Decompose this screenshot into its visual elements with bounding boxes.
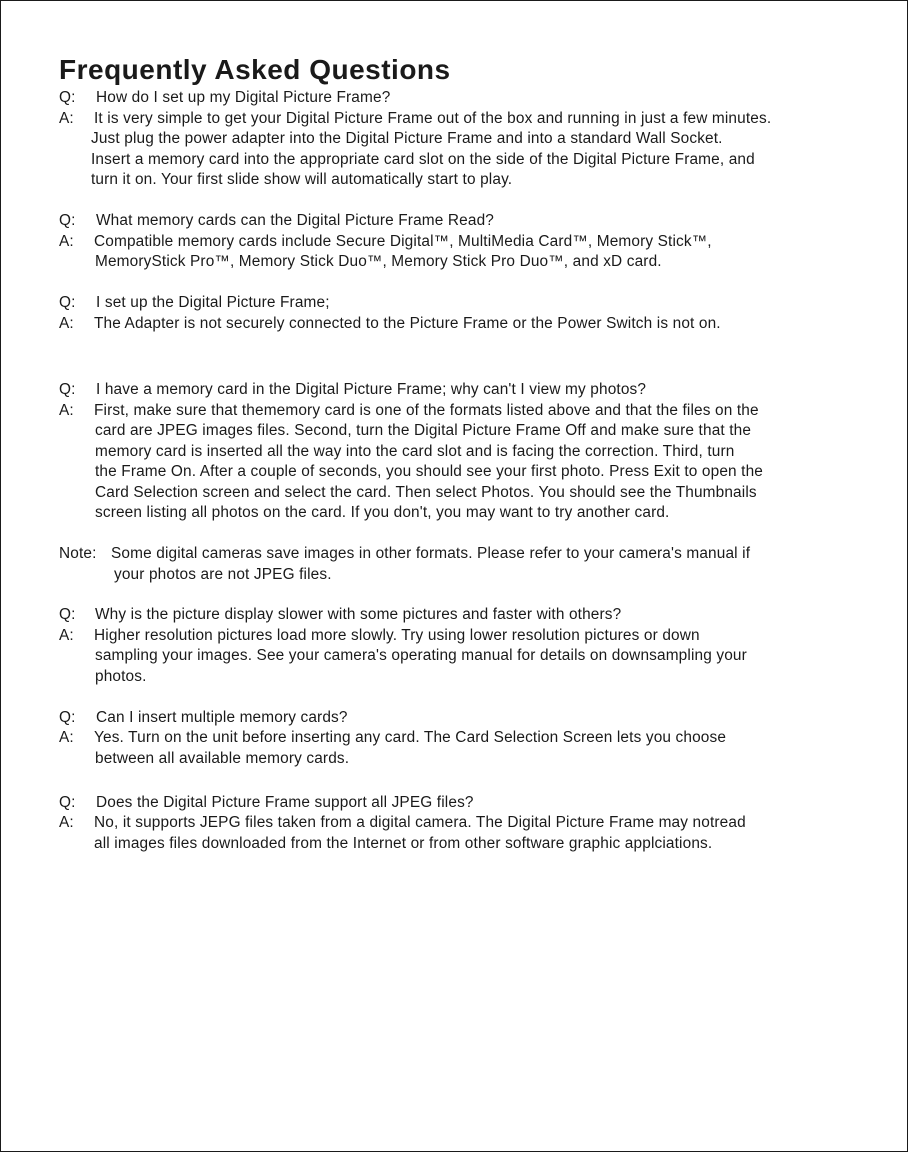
answer-text: photos. bbox=[95, 668, 147, 685]
note-label: Note: bbox=[59, 545, 97, 562]
question-label: Q: bbox=[59, 212, 76, 229]
answer-text: Insert a memory card into the appropriate card slot on the side of the Digital Picture Frame, and bbox=[91, 151, 755, 168]
question-text: Does the Digital Picture Frame support all JPEG files? bbox=[96, 794, 474, 811]
question-text: I have a memory card in the Digital Picture Frame; why can't I view my photos? bbox=[96, 381, 647, 398]
answer-text: Card Selection screen and select the card. Then select Photos. You should see the Thumbnails bbox=[95, 484, 757, 501]
answer-text: MemoryStick Pro™, Memory Stick Duo™, Memory Stick Pro Duo™, and xD card. bbox=[95, 253, 662, 270]
question-text: How do I set up my Digital Picture Frame? bbox=[96, 89, 391, 106]
question-label: Q: bbox=[59, 89, 76, 106]
question-text: I set up the Digital Picture Frame; bbox=[96, 294, 330, 311]
answer-label: A: bbox=[59, 729, 74, 746]
question-label: Q: bbox=[59, 606, 76, 623]
answer-text: card are JPEG images files. Second, turn the Digital Picture Frame Off and make sure that the bbox=[95, 422, 752, 439]
note-text: Some digital cameras save images in other formats. Please refer to your camera's manual if bbox=[111, 545, 751, 562]
question-label: Q: bbox=[59, 294, 76, 311]
answer-label: A: bbox=[59, 814, 74, 831]
answer-text: Yes. Turn on the unit before inserting any card. The Card Selection Screen lets you choose bbox=[94, 729, 727, 746]
answer-label: A: bbox=[59, 627, 74, 644]
question-label: Q: bbox=[59, 794, 76, 811]
answer-text: Higher resolution pictures load more slowly. Try using lower resolution pictures or down bbox=[94, 627, 700, 644]
question-text: Why is the picture display slower with some pictures and faster with others? bbox=[95, 606, 622, 623]
question-text: Can I insert multiple memory cards? bbox=[96, 709, 348, 726]
answer-text: sampling your images. See your camera's operating manual for details on downsampling your bbox=[95, 647, 747, 664]
answer-text: Compatible memory cards include Secure Digital™, MultiMedia Card™, Memory Stick™, bbox=[94, 233, 712, 250]
note-text: your photos are not JPEG files. bbox=[114, 566, 332, 583]
answer-text: all images files downloaded from the Internet or from other software graphic applciations. bbox=[94, 835, 713, 852]
answer-text: screen listing all photos on the card. If you don't, you may want to try another card. bbox=[95, 504, 670, 521]
answer-label: A: bbox=[59, 402, 74, 419]
answer-text: It is very simple to get your Digital Picture Frame out of the box and running in just a few minutes. bbox=[94, 110, 772, 127]
answer-label: A: bbox=[59, 315, 74, 332]
answer-text: turn it on. Your first slide show will automatically start to play. bbox=[91, 171, 513, 188]
question-label: Q: bbox=[59, 709, 76, 726]
question-text: What memory cards can the Digital Picture Frame Read? bbox=[96, 212, 494, 229]
answer-text: Just plug the power adapter into the Digital Picture Frame and into a standard Wall Socket. bbox=[91, 130, 723, 147]
answer-text: between all available memory cards. bbox=[95, 750, 350, 767]
question-label: Q: bbox=[59, 381, 76, 398]
answer-label: A: bbox=[59, 233, 74, 250]
page-title: Frequently Asked Questions bbox=[59, 54, 451, 85]
answer-text: First, make sure that thememory card is one of the formats listed above and that the files on the bbox=[94, 402, 759, 419]
answer-text: memory card is inserted all the way into the card slot and is facing the correction. Third, turn bbox=[95, 443, 735, 460]
answer-text: The Adapter is not securely connected to the Picture Frame or the Power Switch is not on. bbox=[94, 315, 721, 332]
answer-text: No, it supports JEPG files taken from a digital camera. The Digital Picture Frame may notread bbox=[94, 814, 746, 831]
answer-label: A: bbox=[59, 110, 74, 127]
answer-text: the Frame On. After a couple of seconds, you should see your first photo. Press Exit to open the bbox=[95, 463, 764, 480]
